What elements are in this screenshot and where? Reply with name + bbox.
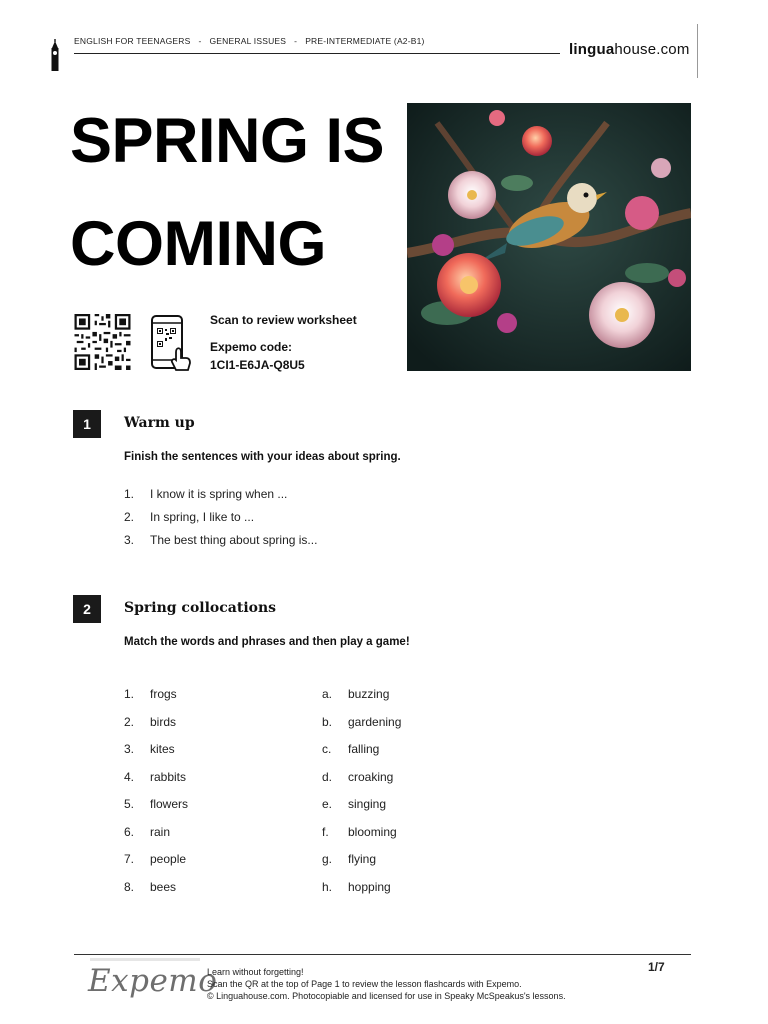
breadcrumb-item: PRE-INTERMEDIATE (A2-B1) [305, 36, 425, 46]
breadcrumb-item: ENGLISH FOR TEENAGERS [74, 36, 191, 46]
match-left-item: 8. bees [124, 880, 177, 894]
match-right-item: f. blooming [322, 825, 397, 839]
page-title [70, 90, 400, 296]
breadcrumb-separator: - [198, 36, 202, 46]
section-title: Warm up [124, 415, 195, 431]
section-number-badge: 1 [73, 410, 101, 438]
section-instruction: Match the words and phrases and then play a game! [124, 636, 410, 648]
title-line: COMING [70, 209, 326, 279]
brand-divider [697, 24, 698, 78]
section-title: Spring collocations [124, 600, 277, 616]
big-ben-icon [49, 39, 61, 71]
match-left-item: 2. birds [124, 715, 177, 729]
phone-scan-icon [150, 314, 192, 372]
expemo-code-label: Expemo code: [210, 340, 293, 354]
brand-regular: house.com [614, 41, 690, 58]
match-right-item: g. flying [322, 852, 377, 866]
scan-instruction: Scan to review worksheet [210, 313, 357, 327]
list-item: 1. I know it is spring when ... [124, 487, 288, 501]
list-item: 2. In spring, I like to ... [124, 510, 255, 524]
expemo-code: 1CI1-E6JA-Q8U5 [210, 358, 305, 372]
match-right-item: a. buzzing [322, 687, 390, 701]
match-left-item: 4. rabbits [124, 770, 187, 784]
breadcrumb-separator: - [294, 36, 298, 46]
match-left-item: 3. kites [124, 742, 175, 756]
match-right-item: d. croaking [322, 770, 394, 784]
list-item: 3. The best thing about spring is... [124, 533, 318, 547]
footer-line: Learn without forgetting! [207, 967, 304, 977]
brand-bold: lingua [569, 41, 615, 58]
section-number-badge: 2 [73, 595, 101, 623]
header-rule [74, 53, 560, 54]
match-left-item: 6. rain [124, 825, 171, 839]
match-right-item: h. hopping [322, 880, 391, 894]
match-left-item: 7. people [124, 852, 187, 866]
match-right-item: b. gardening [322, 715, 402, 729]
section-instruction: Finish the sentences with your ideas about spring. [124, 451, 401, 463]
match-left-item: 1. frogs [124, 687, 177, 701]
match-right-item: c. falling [322, 742, 380, 756]
footer-rule [74, 954, 691, 955]
expemo-logo[interactable]: Expemo [88, 963, 218, 999]
qr-code[interactable] [73, 314, 132, 370]
title-line: SPRING IS [70, 106, 385, 176]
footer-line: Scan the QR at the top of Page 1 to review the lesson flashcards with Expemo. [207, 979, 522, 989]
hero-illustration [407, 103, 691, 371]
match-right-item: e. singing [322, 797, 387, 811]
breadcrumb-item: GENERAL ISSUES [209, 36, 287, 46]
footer-faded-text [90, 958, 200, 961]
footer-text [207, 966, 566, 1002]
footer-line: © Linguahouse.com. Photocopiable and licensed for use in Speaky McSpeakus's lessons. [207, 991, 566, 1001]
page-number: 1/7 [648, 960, 665, 974]
brand-logo[interactable] [569, 41, 690, 58]
breadcrumb [74, 36, 425, 46]
match-left-item: 5. flowers [124, 797, 189, 811]
